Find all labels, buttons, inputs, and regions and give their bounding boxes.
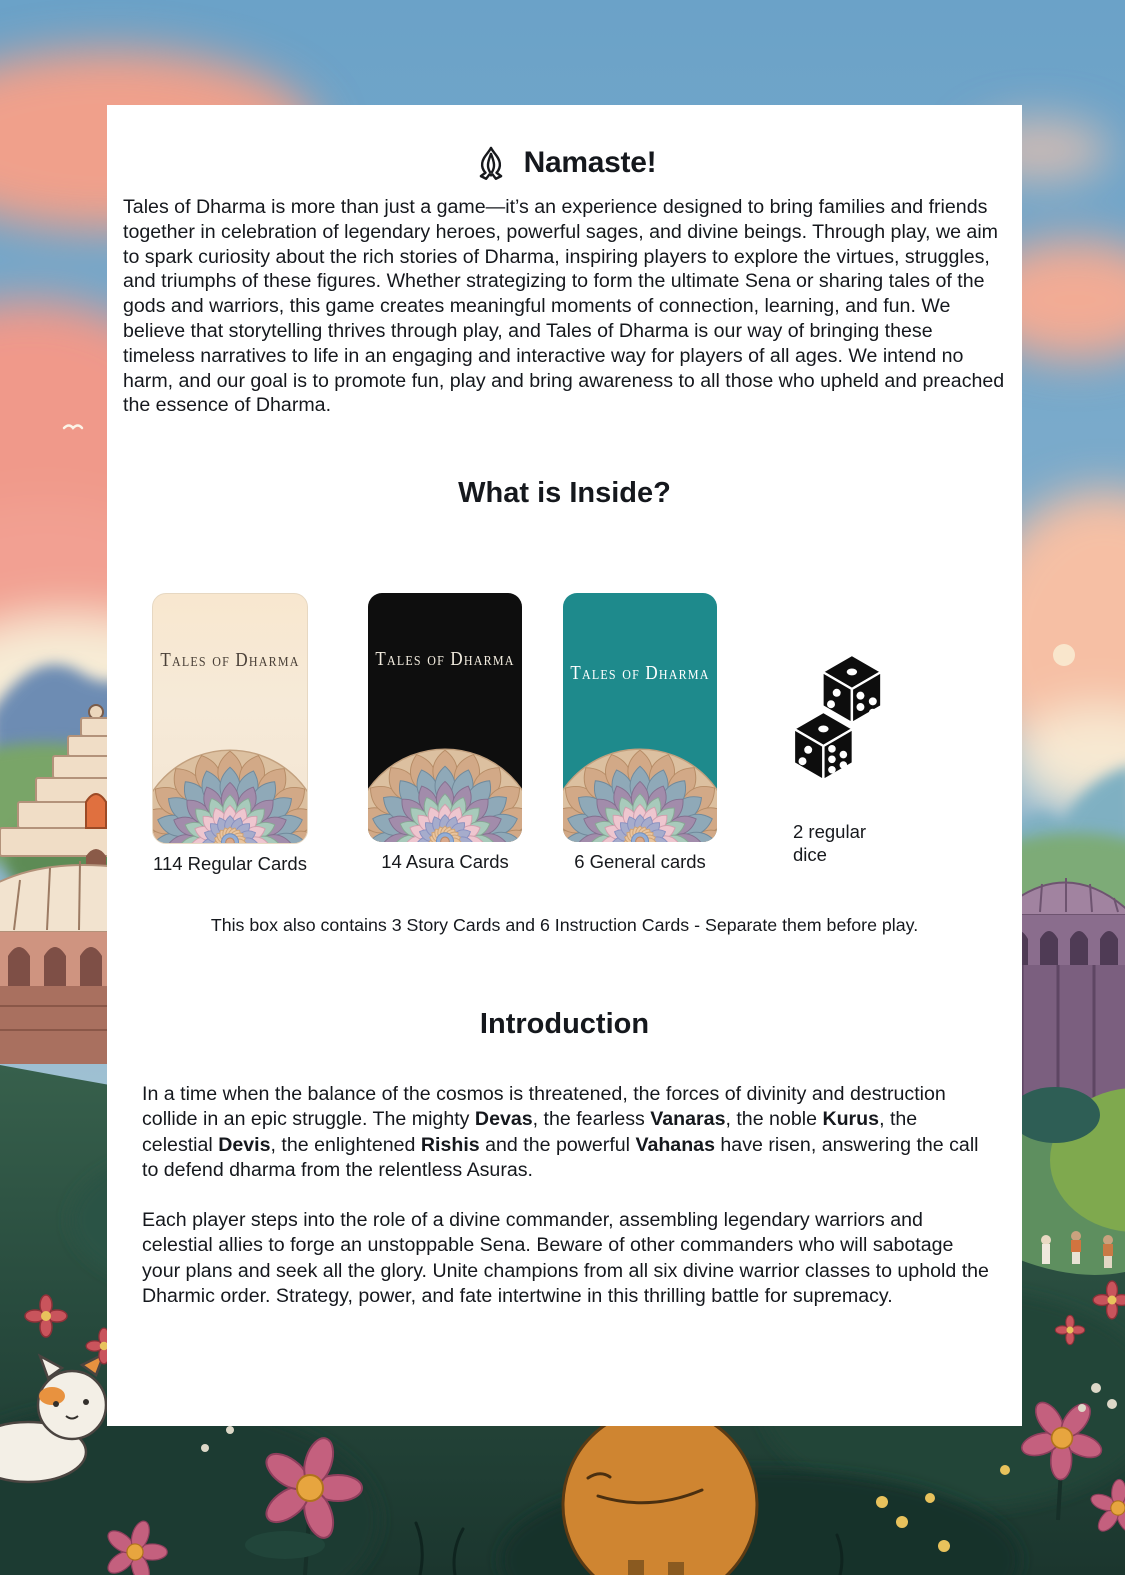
folded-hands-icon xyxy=(473,145,509,181)
mandala-art xyxy=(368,697,522,842)
regular-card-back xyxy=(152,593,308,844)
page-title: Namaste! xyxy=(523,146,657,179)
page-title-row xyxy=(107,145,1022,181)
component-label: 14 Asura Cards xyxy=(381,851,509,872)
component-dice xyxy=(793,651,893,866)
introduction-paragraph-1: In a time when the balance of the cosmos is threatened, the forces of divinity and destruction collide in an epic struggle. The mighty Devas, the fearless Vanaras, the noble Kurus, the celestial Devis, the enlightened Rishis and the powerful Vahanas have risen, answering the call to defend dharma from the relentless Asuras. xyxy=(142,1083,979,1182)
whats-inside-title: What is Inside? xyxy=(458,477,671,509)
component-label: 114 Regular Cards xyxy=(153,853,307,874)
component-asura-cards xyxy=(368,593,522,873)
card-title: Tales of Dharma xyxy=(160,648,300,671)
component-label: 2 regular dice xyxy=(793,821,867,865)
dice-icon xyxy=(793,651,888,803)
general-card-back xyxy=(563,593,717,842)
introduction-title: Introduction xyxy=(479,1008,650,1040)
card-title: Tales of Dharma xyxy=(375,647,515,670)
sun xyxy=(1053,644,1075,666)
component-label: 6 General cards xyxy=(574,851,706,872)
rulebook-page xyxy=(107,105,1022,1426)
component-regular-cards xyxy=(152,593,308,875)
mandala-art xyxy=(563,697,717,842)
card-title: Tales of Dharma xyxy=(570,661,710,684)
mission-paragraph: Tales of Dharma is more than just a game—it’s an experience designed to bring families and friends together in celebration of legendary heroes, powerful sages, and divine beings. Through play, we aim to spark curiosity about the rich stories of Dharma, inspiring players to explore the virtues, struggles, and triumphs of these figures. Whether strategizing to form the ultimate Sena or sharing tales of the gods and warriors, this game creates meaningful moments of connection, learning, and fun. We believe that storytelling thrives through play, and Tales of Dharma is our way of bringing these timeless narratives to life in an engaging and interactive way for players of all ages. We intend no harm, and our goal is to promote fun, play and bring awareness to all those who upheld and preached the essence of Dharma. xyxy=(123,196,1005,417)
asura-card-back xyxy=(368,593,522,842)
component-general-cards xyxy=(563,593,717,873)
mandala-art xyxy=(152,698,308,844)
box-note: This box also contains 3 Story Cards and 6 Instruction Cards - Separate them before play. xyxy=(210,915,919,935)
components-row xyxy=(107,593,1022,873)
introduction-paragraph-2: Each player steps into the role of a divine commander, assembling legendary warriors and celestial allies to forge an unstoppable Sena. Beware of other commanders who will sabotage your plans and seek all the glory. Unite champions from all six divine warrior classes to uphold the Dharmic order. Strategy, power, and fate intertwine in this thrilling battle for supremacy. xyxy=(142,1209,989,1308)
